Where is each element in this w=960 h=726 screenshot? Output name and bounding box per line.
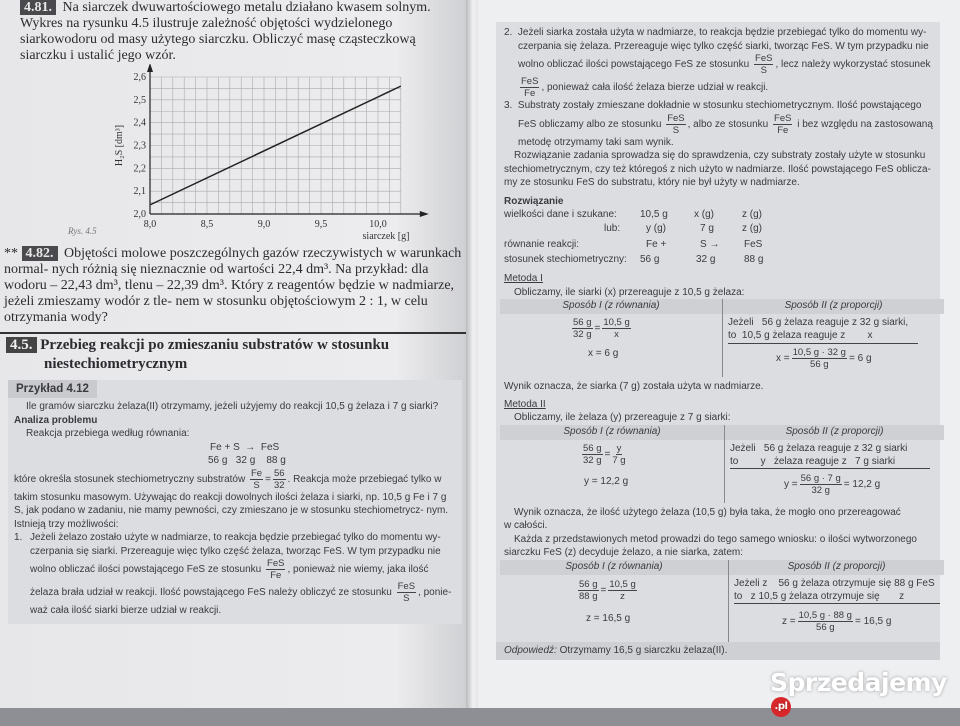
reaction-equation: Fe + S → FeS: [210, 441, 280, 453]
text: 2.: [504, 27, 513, 38]
book-spine: [466, 0, 478, 708]
text: [504, 99, 936, 113]
text-line: nem w stosunku objętościowym 2 : 1, w celu otrzymania wody?: [4, 294, 428, 325]
text: FeS: [755, 53, 773, 64]
text: 56 g: [579, 578, 598, 590]
text: = 16,5 g: [854, 615, 892, 627]
text: 32 g: [583, 454, 602, 466]
text: Jeżeli 56 g żelaza reaguje z 32 g siarki: [730, 442, 908, 454]
text: FeS obliczamy albo ze stosunku: [518, 118, 662, 130]
text-line: Reakcja przebiega według równania:: [26, 428, 190, 439]
text: = 6 g: [848, 353, 872, 365]
text: 10,5 g · 88 g: [798, 609, 852, 621]
text: S: [672, 124, 680, 136]
text: Sposób II (z proporcji): [728, 560, 944, 575]
chart-h2s-vs-sulfide: [100, 64, 430, 244]
section-title: niestechiometrycznym: [44, 356, 188, 372]
y-axis-label: H₂S [dm³]: [114, 124, 125, 167]
fraction: [602, 317, 630, 340]
text: S: [403, 593, 410, 604]
y-tick-label: 2,4: [133, 117, 146, 129]
solution-row: [504, 238, 804, 253]
text: wolno obliczać ilości powstającego FeS ze stosunku: [30, 564, 262, 576]
text: . Reakcja może przebiegać tylko: [287, 473, 432, 485]
example-question: Ile gramów siarczku żelaza(II) otrzymamy, jeżeli użyjemy do reakcji 10,5 g żelaza i 7 g siarki?: [26, 401, 439, 412]
text: z = 16,5 g: [586, 612, 631, 624]
text: [776, 347, 872, 370]
fraction: [582, 443, 603, 466]
text: Jeżeli siarka została użyta w nadmiarze, to reakcja będzie przebiegać tylko do momentu wy-: [517, 27, 927, 38]
text: lub:: [604, 223, 621, 234]
text: S: [760, 65, 767, 76]
final-table: [500, 560, 944, 642]
y-tick-label: 2,6: [133, 72, 146, 83]
list-item-1: [14, 531, 456, 618]
left-page: [0, 0, 466, 708]
text-line: Na siarczek dwuwartościowego metalu działano kwasem solnym. Wykres na: [20, 0, 431, 31]
text: [728, 575, 729, 642]
y-tick-label: 2,0: [133, 209, 146, 220]
analysis-heading: Analiza problemu: [14, 414, 98, 426]
fraction: [798, 610, 853, 633]
text: y: [616, 442, 622, 454]
text: $\frac{56 g}{32 g}$ = $\frac{y}{7 g}$: [583, 442, 626, 466]
text: 1.: [14, 532, 23, 543]
fraction: [578, 579, 599, 602]
example-title: Przykład 4.12: [8, 380, 97, 398]
text: Metoda II: [504, 398, 546, 410]
text: 56 g: [573, 317, 592, 328]
answer-label: Odpowiedź:: [504, 644, 557, 656]
text: w całości.: [504, 520, 548, 531]
text: z (g): [742, 223, 762, 234]
list-item-2: [504, 26, 936, 99]
text: FeS: [774, 112, 792, 124]
y-tick-label: 2,5: [133, 94, 146, 106]
y-axis-arrow: [147, 64, 153, 72]
text: 10,5 g: [603, 317, 630, 328]
method-1-intro: Obliczamy, ile siarki (x) przereaguje z 10,5 g żelaza:: [514, 286, 745, 298]
solution-row: [504, 208, 804, 222]
solution-row: [504, 253, 804, 268]
section-number: 4.5.: [6, 337, 37, 353]
text: [724, 440, 725, 503]
text: , ponieważ nie wiemy, jaka ilość: [287, 564, 429, 576]
list-item-3: [504, 99, 936, 149]
text-line: Objętości molowe poszczególnych gazów rzeczywistych w warunkach normal-: [4, 246, 462, 277]
text-line: w takim stosunku masowym. Używając do reakcji dowolnych ilości żelaza i siarki, np. 10,5 g Fe: [14, 473, 442, 503]
fraction: [792, 347, 847, 370]
y-tick-label: 2,2: [133, 163, 146, 175]
text: 88 g: [579, 590, 598, 602]
text: równanie reakcji:: [504, 239, 580, 250]
text: S: [253, 479, 260, 491]
text: Sposób I (z równania): [500, 560, 728, 575]
text: x = 6 g: [588, 348, 619, 359]
text: i bez względu na zastosowaną: [797, 118, 933, 130]
text: 10,5 g · 32 g: [792, 347, 846, 358]
text: $\frac{56 g}{32 g}$ = $\frac{10,5 g}{x}$: [573, 317, 630, 340]
text: $\frac{56 g}{88 g}$ = $\frac{10,5 g}{z}$: [579, 578, 636, 602]
fraction: [754, 53, 773, 76]
text: waż cała ilość siarki bierze udział w reakcji.: [30, 605, 222, 616]
text: 10,5 g: [609, 578, 636, 590]
text: x =: [776, 353, 790, 365]
y-tick-label: 2,3: [133, 140, 146, 152]
difficulty-stars: **: [4, 246, 18, 261]
x-tick-label: 9,5: [314, 219, 328, 230]
fraction: [266, 558, 285, 581]
text: [6, 336, 462, 355]
text: to z 10,5 g żelaza otrzymuje się z: [734, 590, 940, 605]
fraction: [397, 581, 416, 604]
text: Każda z przedstawionych metod prowadzi do tego samego wniosku: o ilości wytworzonego: [514, 533, 917, 545]
text: 32 g: [696, 254, 716, 265]
text: 56: [273, 467, 285, 479]
text: Fe: [524, 88, 536, 99]
text: [784, 473, 880, 496]
text: [782, 610, 891, 633]
solution-row: [504, 222, 804, 238]
text: to y żelaza reaguje z 7 g siarki: [730, 455, 930, 470]
x-tick-label: 10,0: [369, 219, 387, 230]
text: Sposób II (z proporcji): [722, 299, 944, 314]
method-2-heading: [504, 398, 936, 412]
text: Wynik oznacza, że ilość użytego żelaza (10,5 g) była taka, że mogło ono przereagować: [514, 506, 901, 518]
text: 7 g: [700, 223, 714, 234]
text: wolno obliczać ilości powstającego FeS ze stosunku: [518, 59, 750, 71]
fraction: [608, 579, 636, 602]
text: , albo ze stosunku: [687, 118, 769, 130]
text: 32: [273, 479, 285, 491]
text: , ponieważ cała ilość żelaza bierze udział w reakcji.: [541, 82, 769, 94]
exercise-4-82: [4, 246, 462, 326]
text: 88 g: [744, 254, 764, 265]
text: z: [620, 590, 625, 602]
paragraph: [504, 149, 936, 190]
text: .pl: [771, 697, 791, 717]
text: Sposób I (z równania): [500, 425, 724, 440]
y-tick-label: 2,1: [133, 186, 146, 198]
text: y = 12,2 g: [584, 475, 629, 487]
x-axis-arrow: [420, 211, 429, 217]
text: Fe: [251, 467, 263, 479]
right-page: [478, 0, 960, 708]
text: S →: [700, 239, 720, 250]
example-box: [8, 380, 462, 624]
text: metodę otrzymamy taki sam wynik.: [518, 136, 674, 148]
paragraph: które określa stosunek stechiometryczny substratów $\frac{Fe}{S}$ = $\frac{56}{32}$ . Reakcja może przebiegać tylko w takim stosunku masowym. Używając do reakcji dowolnych ilości żelaza i siarki, np. 10,5 g Fe i 7 g S, jak podano w zadaniu, nie mamy pewności, czy zmieszano je w stosunku stechiometrycz- nym. Istnieją trzy możliwości:: [14, 467, 449, 530]
x-tick-label: 8,0: [143, 219, 157, 230]
text: my ze stosunku FeS do substratu, który nie był użyty w nadmiarze.: [504, 177, 800, 188]
text: 56 g: [810, 359, 829, 370]
text: Metoda I: [504, 273, 543, 284]
text: czerpania się siarki. Przereaguje więc tylko część żelaza, tworząc FeS. W tym przypadku nie: [30, 545, 441, 557]
text-line: tlenu – 22,39 dm³. Który z reagentów będzie w nadmiarze, jeżeli zmieszamy wodór z tle-: [4, 278, 455, 309]
molar-masses: 56 g 32 g 88 g: [208, 455, 286, 466]
text: wielkości dane i szukane:: [504, 209, 617, 220]
text: z (g): [742, 209, 762, 220]
fraction: [612, 443, 625, 466]
text: stechiometrycznym, czy też któregoś z nich użyto w nadmiarze. Ilość powstającego FeS oblicza-: [504, 163, 931, 175]
text: [504, 76, 936, 99]
text: 32 g: [573, 329, 592, 340]
fraction: [666, 113, 685, 136]
text: [504, 53, 936, 76]
text: FeS: [267, 558, 285, 569]
method-2-table: [500, 425, 944, 503]
text: FeS: [744, 239, 763, 250]
section-rule: [0, 332, 466, 334]
text: Fe: [777, 124, 789, 136]
method-1-result: Wynik oznacza, że siarka (7 g) została użyta w nadmiarze.: [504, 381, 764, 392]
text: 32 g: [811, 484, 830, 496]
text: y =: [784, 478, 798, 490]
answer-text: Otrzymamy 16,5 g siarczku żelaza(II).: [559, 644, 728, 656]
text: 56 g: [640, 254, 660, 265]
fraction: [273, 468, 286, 491]
x-tick-label: 8,5: [200, 219, 214, 230]
text-line: i 7 g S, jak podano w zadaniu, nie mamy pewności, czy zmieszano je w stosunku stechiometrycz-: [14, 491, 447, 516]
text: Sprzedajemy: [770, 668, 947, 697]
exercise-4-81: [20, 0, 460, 64]
text-line: nym. Istnieją trzy możliwości:: [14, 505, 449, 530]
fraction: [800, 473, 842, 496]
text: Fe +: [646, 239, 667, 250]
text: 10,5 g: [640, 209, 668, 220]
text: [504, 113, 936, 136]
text-line: siarczku. Obliczyć masę cząsteczkową siarczku i ustalić jego wzór.: [20, 32, 416, 63]
watermark-logo: [770, 668, 960, 726]
figure-caption: Rys. 4.5: [68, 226, 97, 236]
text: 7 g: [612, 454, 626, 466]
text: 56 g: [583, 442, 602, 454]
text: = 12,2 g: [843, 478, 881, 490]
text: [722, 314, 723, 377]
text: 3.: [504, 100, 513, 111]
method-2-intro: Obliczamy, ile żelaza (y) przereaguje z 7 g siarki:: [514, 412, 731, 423]
text-line: nych różnią się nieznacznie od wartości 22,4 dm³. Na przykład: dla wodoru – 22,43 dm³,: [4, 262, 429, 293]
text: Substraty zostały zmieszane dokładnie w stosunku stechiometrycznym. Ilość powstającego: [517, 100, 922, 111]
text: Sposób II (z proporcji): [724, 425, 944, 440]
fraction: [773, 113, 792, 136]
text: siarczku FeS (z) decyduje żelazo, a nie siarka, zatem:: [504, 547, 743, 558]
text: , ponie-: [418, 587, 452, 599]
section-heading: [6, 336, 462, 374]
text: Jeżeli żelazo zostało użyte w nadmiarze, to reakcja będzie przebiegać tylko do momentu wy-: [30, 532, 441, 543]
text: z =: [782, 615, 796, 627]
text: Jeżeli z 56 g żelaza otrzymuje się 88 g FeS: [734, 577, 935, 589]
section-title: Przebieg reakcji po zmieszaniu substratów w stosunku: [40, 337, 390, 353]
text: Fe: [270, 570, 282, 581]
text: y (g): [646, 223, 666, 234]
conclusion: [504, 533, 936, 560]
text: , lecz należy wykorzystać stosunek: [775, 59, 931, 71]
text: które określa stosunek stechiometryczny substratów: [14, 473, 246, 485]
text: Jeżeli 56 g żelaza reaguje z 32 g siarki,: [728, 317, 909, 328]
text-line: rysunku 4.5 ilustruje zależność objętości wydzielonego siarkowodoru od masy użytego: [20, 16, 393, 47]
example-box-continued: [496, 22, 940, 660]
method-2-result: [504, 506, 936, 533]
text: 56 g: [816, 621, 835, 633]
text: żelaza brała udział w reakcji. Ilość powstającego FeS należy obliczyć ze stosunku: [30, 587, 392, 599]
method-1-table: [500, 299, 944, 377]
text: FeS: [667, 112, 685, 124]
text: 56 g · 7 g: [800, 472, 841, 484]
fraction: [572, 317, 593, 340]
text: FeS: [521, 76, 539, 87]
exercise-number: 4.82.: [22, 246, 58, 261]
text: x (g): [694, 209, 714, 220]
method-1-heading: [504, 272, 936, 286]
text: Sposób I (z równania): [500, 299, 722, 314]
solution-heading: Rozwiązanie: [504, 195, 564, 207]
x-tick-label: 9,0: [257, 219, 271, 230]
fraction: [520, 76, 539, 99]
x-axis-label: siarczek [g]: [362, 231, 410, 242]
text: czerpania się żelaza. Przereaguje więc tylko część siarki, tworząc FeS. W tym przypadku nie: [518, 40, 929, 52]
exercise-number: 4.81.: [20, 0, 56, 15]
text: to 10,5 g żelaza reaguje z x: [728, 329, 918, 344]
solution-table: [504, 208, 804, 268]
text: [504, 26, 936, 40]
fraction: [250, 468, 263, 491]
text: x: [614, 329, 619, 340]
text: FeS: [397, 581, 416, 592]
text: Rozwiązanie zadania sprowadza się do sprawdzenia, czy substraty zostały użyte w stosunku: [514, 150, 926, 161]
text: stosunek stechiometryczny:: [504, 254, 627, 265]
answer-bar: [496, 642, 940, 660]
